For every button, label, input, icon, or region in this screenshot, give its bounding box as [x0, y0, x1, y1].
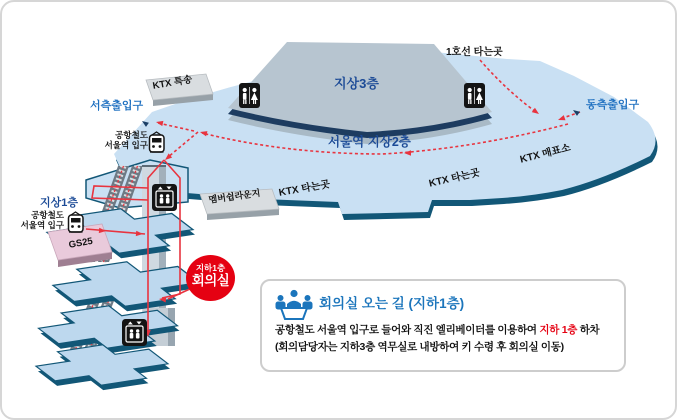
line1-boarding-label: 1호선 타는곳 [446, 47, 503, 58]
meeting-room-badge [186, 255, 235, 301]
infobox-line2: (회의담당자는 지하3층 역무실로 내방하여 키 수령 후 회의실 이동) [275, 340, 564, 353]
infobox-line1: 공항철도 서울역 입구로 들어와 직진 엘리베이터를 이용하여 지하 1층 하차 [275, 324, 600, 336]
floor1-label: 지상1층 [40, 197, 78, 209]
airport-rail-1f-label: 공항철도 서울역 입구 [20, 210, 64, 230]
restroom-icon [464, 83, 485, 108]
directions-infobox [260, 279, 626, 372]
elevator-icon [152, 184, 177, 211]
airport-rail-2f-label: 공항철도 서울역 입구 [104, 130, 148, 150]
elevator-icon [122, 319, 147, 346]
floor2-label: 서울역 지상2층 [328, 135, 411, 149]
train-icon [69, 212, 84, 232]
badge-room-text: 회의실 [191, 273, 230, 288]
ktx-express-label: KTX 특송 [151, 74, 194, 92]
restroom-icon [239, 83, 260, 108]
meeting-icon [273, 287, 315, 321]
east-entrance-label: 동측출입구 [586, 99, 640, 111]
membership-lounge-label: 멤버쉽라운지 [208, 187, 262, 205]
gs25-label: GS25 [67, 235, 94, 251]
ktx-boarding-left-label: KTX 타는곳 [278, 179, 331, 199]
ktx-boarding-right-label: KTX 타는곳 [428, 167, 481, 190]
floor3-label: 지상3층 [334, 76, 379, 91]
infobox-line1-highlight: 지하 1층 [539, 324, 578, 336]
west-entrance-label: 서측출입구 [90, 100, 144, 112]
train-icon [150, 132, 165, 152]
infobox-title: 회의실 오는 길 (지하1층) [319, 296, 465, 311]
badge-floor-text: 지하1층 [195, 263, 226, 273]
ktx-ticket-office-label: KTX 매표소 [519, 142, 572, 166]
infobox-body [275, 322, 619, 355]
